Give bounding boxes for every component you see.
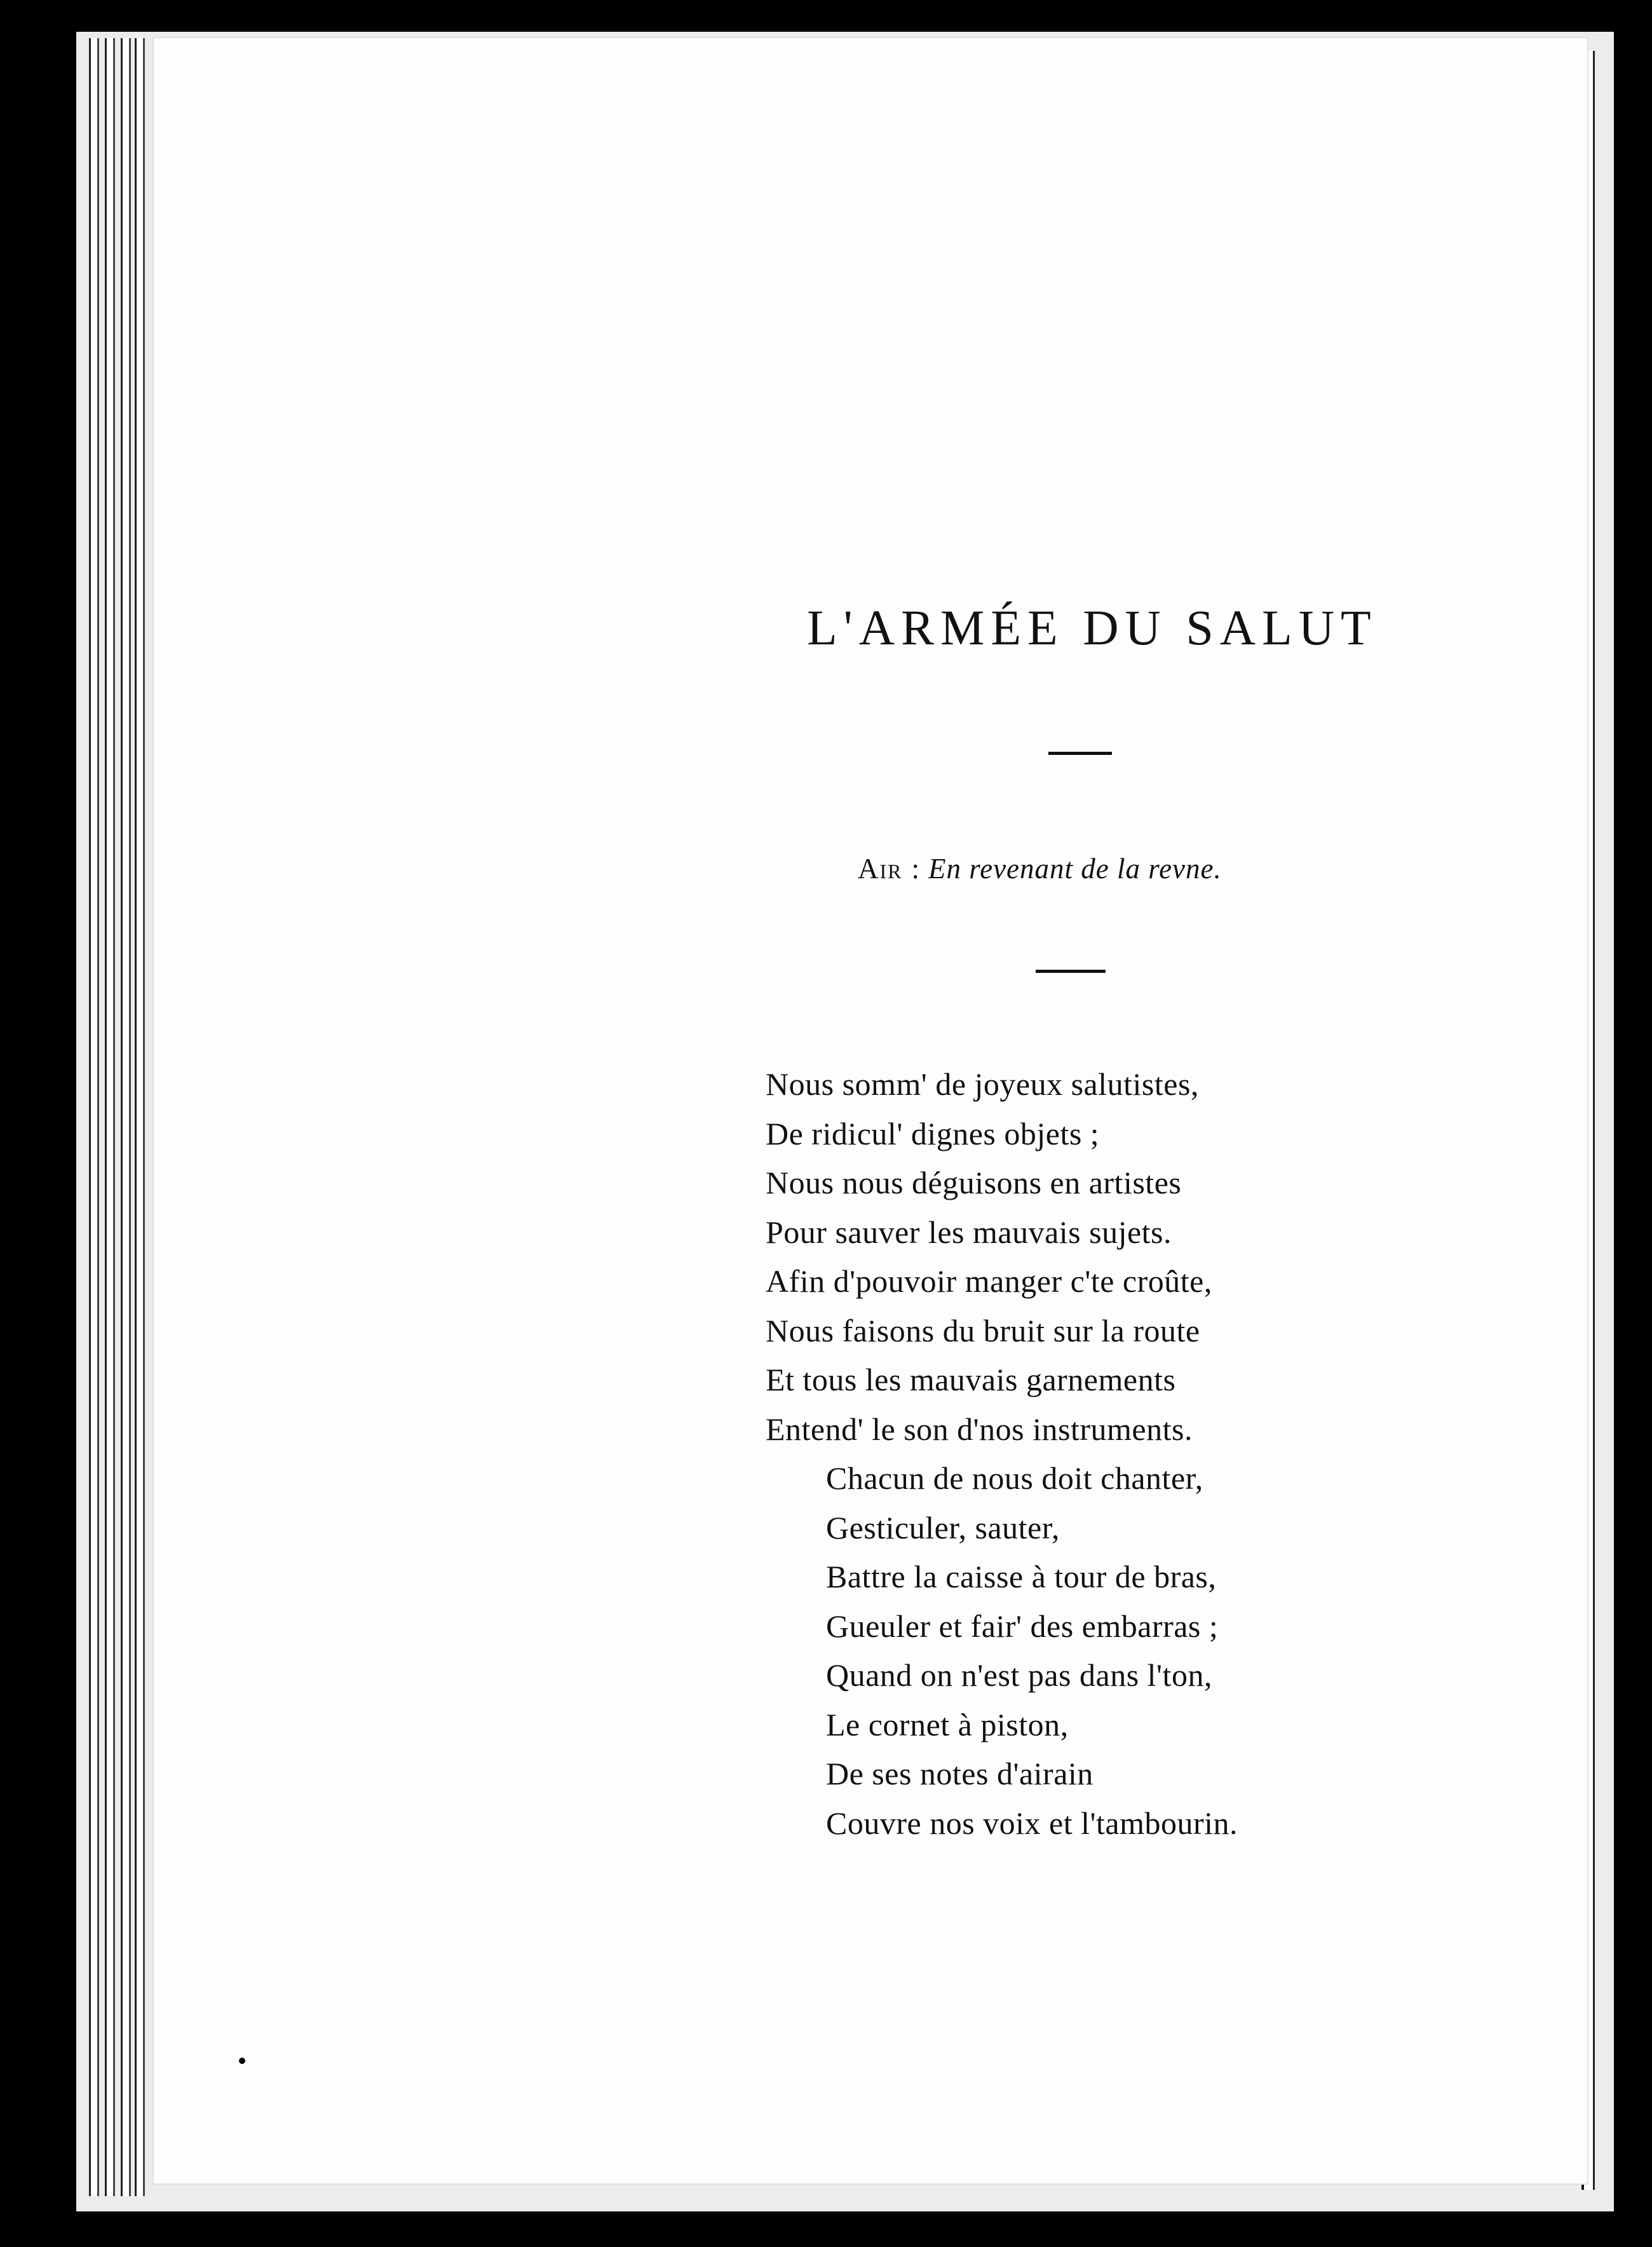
ink-speck [239, 2058, 245, 2064]
title-rule [1048, 752, 1112, 755]
poem-verse [766, 1060, 1238, 1848]
air-separator: : [911, 853, 920, 885]
verse-line: Entend' le son d'nos instruments. [766, 1411, 1193, 1447]
poem-title: L'ARMÉE DU SALUT [807, 600, 1378, 655]
verse-line: Quand on n'est pas dans l'ton, [826, 1657, 1212, 1693]
verse-line: Couvre nos voix et l'tambourin. [826, 1805, 1238, 1841]
verse-line: Et tous les mauvais garnements [766, 1362, 1176, 1397]
page-edge [121, 38, 131, 2196]
book-page [152, 37, 1588, 2185]
verse-line: Afin d'pouvoir manger c'te croûte, [766, 1263, 1212, 1299]
verse-line: Nous faisons du bruit sur la route [766, 1312, 1200, 1348]
air-line [858, 852, 1222, 885]
page-edge [105, 38, 115, 2196]
verse-line: Nous somm' de joyeux salutistes, [766, 1066, 1199, 1102]
verse-line: Chacun de nous doit chanter, [826, 1460, 1203, 1496]
verse-line: Pour sauver les mauvais sujets. [766, 1214, 1172, 1250]
page-edge [135, 38, 145, 2196]
air-label: Air [858, 853, 903, 885]
page-edge [89, 38, 99, 2196]
verse-line: De ses notes d'airain [826, 1756, 1093, 1791]
verse-line: Gesticuler, sauter, [826, 1509, 1060, 1545]
verse-line: Nous nous déguisons en artistes [766, 1165, 1182, 1200]
air-rule [1036, 970, 1106, 973]
verse-line: Battre la caisse à tour de bras, [826, 1559, 1217, 1594]
verse-line: Le cornet à piston, [826, 1706, 1069, 1742]
page-content [152, 37, 1588, 2185]
verse-line: De ridicul' dignes objets ; [766, 1115, 1100, 1151]
verse-line: Gueuler et fair' des embarras ; [826, 1608, 1219, 1644]
air-tune-title: En revenant de la revne. [928, 853, 1222, 885]
